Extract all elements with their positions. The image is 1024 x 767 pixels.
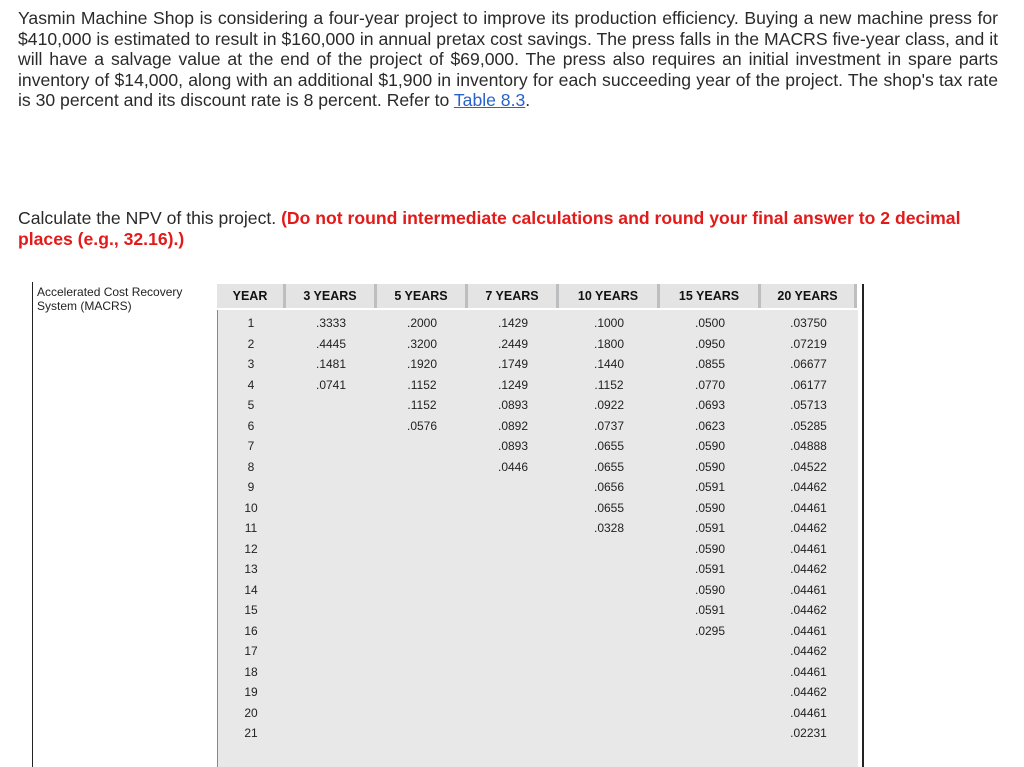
rate-cell	[287, 498, 375, 518]
rate-cell	[378, 457, 466, 477]
rate-cell: .1481	[315, 357, 347, 371]
question-instruction	[18, 208, 998, 250]
rate-cell: .0623	[694, 418, 726, 433]
rate-cell	[469, 723, 557, 743]
macrs-table	[32, 282, 863, 767]
rate-cell: .0446	[497, 459, 529, 474]
rate-cell: .1000	[593, 316, 625, 330]
table-8-3-link[interactable]: Table 8.3	[453, 90, 526, 111]
rate-cell	[560, 682, 658, 702]
rate-cell: .0655	[593, 439, 625, 453]
table-row	[218, 580, 858, 600]
rate-cell	[560, 600, 658, 620]
rate-cell: .05285	[790, 418, 827, 433]
rate-cell	[378, 539, 466, 559]
column-header: 3 YEARS	[286, 284, 374, 308]
rate-cell: .0655	[593, 500, 625, 515]
table-body	[217, 310, 858, 767]
rate-cell: .04888	[790, 439, 827, 453]
rate-cell	[378, 600, 466, 620]
year-cell: 1	[247, 316, 255, 330]
table-row	[218, 641, 858, 661]
rate-cell: .0741	[315, 377, 347, 392]
rate-cell: .04462	[790, 562, 827, 576]
rate-cell	[287, 600, 375, 620]
rate-cell	[378, 703, 466, 723]
column-header: 10 YEARS	[559, 284, 657, 308]
table-row	[218, 539, 858, 559]
rate-cell: .0893	[497, 439, 529, 453]
rate-cell: .0591	[694, 603, 726, 617]
rate-cell: .0590	[694, 582, 726, 597]
year-cell: 21	[244, 726, 258, 740]
rate-cell: .0656	[593, 480, 625, 494]
year-cell: 13	[244, 562, 258, 576]
table-row	[218, 395, 858, 415]
rate-cell: .04461	[790, 582, 827, 597]
rate-cell	[560, 641, 658, 661]
rate-cell	[560, 621, 658, 641]
table-row	[218, 457, 858, 477]
rate-cell: .03750	[790, 316, 827, 330]
rate-cell: .1152	[594, 377, 624, 392]
rate-cell: .1749	[497, 357, 529, 371]
table-row	[218, 334, 858, 354]
rate-cell: .0500	[694, 316, 726, 330]
rate-cell: .0295	[694, 623, 726, 638]
rate-cell	[378, 723, 466, 743]
rate-cell: .04462	[790, 644, 827, 658]
rate-cell: .0693	[694, 398, 726, 412]
column-header: 15 YEARS	[660, 284, 758, 308]
year-cell: 4	[247, 377, 255, 392]
rate-cell: .0950	[694, 336, 726, 351]
column-header: YEAR	[217, 284, 283, 308]
rate-cell	[287, 723, 375, 743]
rate-cell	[287, 457, 375, 477]
rate-cell: .3333	[315, 316, 347, 330]
rate-cell: .0737	[593, 418, 625, 433]
rate-cell	[287, 477, 375, 497]
rate-cell: .1800	[593, 336, 625, 351]
table-row	[218, 313, 858, 333]
rate-cell	[287, 416, 375, 436]
rate-cell: .1920	[406, 357, 438, 371]
rate-cell: .0893	[497, 398, 529, 412]
column-header: 20 YEARS	[761, 284, 854, 308]
year-cell: 9	[247, 480, 255, 494]
rate-cell	[469, 498, 557, 518]
problem-statement	[18, 8, 998, 111]
rate-cell: .04461	[790, 664, 827, 679]
table-row	[218, 703, 858, 723]
rate-cell: .0770	[694, 377, 726, 392]
rate-cell	[378, 662, 466, 682]
year-cell: 10	[244, 500, 258, 515]
year-cell: 20	[244, 705, 258, 720]
rate-cell	[661, 662, 759, 682]
rate-cell	[378, 477, 466, 497]
rate-cell	[661, 682, 759, 702]
rate-cell	[378, 682, 466, 702]
rate-cell	[469, 539, 557, 559]
table-caption: Accelerated Cost Recovery System (MACRS)	[37, 285, 183, 313]
table-row	[218, 498, 858, 518]
rate-cell: .04462	[790, 521, 827, 535]
rounding-note: (Do not round intermediate calculations and round your final answer to 2 decimal places (e.g., 32.16).)	[18, 208, 961, 249]
rate-cell: .04461	[790, 623, 827, 638]
table-header-row	[217, 284, 857, 308]
table-row	[218, 600, 858, 620]
rate-cell: .0590	[694, 541, 726, 556]
rate-cell: .0591	[694, 562, 726, 576]
table-row	[218, 416, 858, 436]
rate-cell: .2449	[497, 336, 529, 351]
rate-cell	[287, 621, 375, 641]
rate-cell: .1429	[497, 316, 529, 330]
rate-cell: .2000	[406, 316, 438, 330]
rate-cell: .07219	[790, 336, 827, 351]
rate-cell: .0591	[694, 480, 726, 494]
table-row	[218, 621, 858, 641]
rate-cell: .1440	[593, 357, 625, 371]
table-row	[218, 354, 858, 374]
rate-cell: .04462	[790, 603, 827, 617]
rate-cell: .0655	[593, 459, 625, 474]
rate-cell	[378, 559, 466, 579]
rate-cell	[560, 662, 658, 682]
instruction-text: Calculate the NPV of this project.	[18, 208, 282, 228]
rate-cell	[469, 580, 557, 600]
year-cell: 12	[244, 541, 258, 556]
rate-cell	[560, 723, 658, 743]
rate-cell: .06677	[790, 357, 827, 371]
rate-cell	[378, 621, 466, 641]
rate-cell	[378, 498, 466, 518]
table-row	[218, 375, 858, 395]
rate-cell: .02231	[790, 726, 827, 740]
rate-cell	[560, 559, 658, 579]
year-cell: 17	[244, 644, 258, 658]
year-cell: 14	[244, 582, 258, 597]
rate-cell	[469, 477, 557, 497]
rate-cell: .1249	[497, 377, 529, 392]
rate-cell	[661, 703, 759, 723]
rate-cell	[287, 539, 375, 559]
rate-cell: .0591	[694, 521, 726, 535]
rate-cell: .04461	[790, 541, 827, 556]
year-cell: 7	[247, 439, 255, 453]
table-row	[218, 723, 858, 743]
rate-cell	[287, 395, 375, 415]
rate-cell	[469, 641, 557, 661]
rate-cell: .0590	[694, 500, 726, 515]
table-row	[218, 682, 858, 702]
rate-cell: .0576	[406, 418, 438, 433]
year-cell: 19	[244, 685, 258, 699]
year-cell: 2	[247, 336, 255, 351]
rate-cell	[287, 580, 375, 600]
table-row	[218, 436, 858, 456]
column-header: 5 YEARS	[377, 284, 465, 308]
table-right-border	[862, 284, 864, 767]
rate-cell	[287, 436, 375, 456]
rate-cell	[469, 559, 557, 579]
year-cell: 5	[247, 398, 255, 412]
rate-cell	[469, 662, 557, 682]
rate-cell	[560, 539, 658, 559]
year-cell: 11	[244, 521, 258, 535]
rate-cell: .1152	[407, 398, 437, 412]
year-cell: 15	[244, 603, 258, 617]
rate-cell: .0328	[593, 521, 625, 535]
rate-cell	[378, 436, 466, 456]
year-cell: 18	[244, 664, 258, 679]
rate-cell: .04461	[790, 705, 827, 720]
year-cell: 3	[247, 357, 255, 371]
rate-cell	[469, 600, 557, 620]
rate-cell: .3200	[406, 336, 438, 351]
rate-cell: .04462	[790, 685, 827, 699]
column-header: 7 YEARS	[468, 284, 556, 308]
year-cell: 6	[247, 418, 255, 433]
rate-cell: .0855	[694, 357, 726, 371]
rate-cell: .0590	[694, 439, 726, 453]
rate-cell: .04462	[790, 480, 827, 494]
problem-text: Yasmin Machine Shop is considering a four-year project to improve its production efficiency. Buying a new machine press for $410,000 is estimated to result in $160,000 in annual pretax cost savings. The press falls in the MACRS five-year class, and it will have a salvage value at the end of the project of $69,000. The press also requires an initial investment in spare parts inventory of $14,000, along with an additional $1,900 in inventory for each succeeding year of the project. The shop's tax rate is 30 percent and its discount rate is 8 percent. Refer to	[18, 8, 998, 111]
year-cell: 16	[244, 623, 258, 638]
rate-cell: .05713	[790, 398, 827, 412]
table-row	[218, 662, 858, 682]
year-cell: 8	[247, 459, 255, 474]
table-row	[218, 518, 858, 538]
rate-cell	[287, 641, 375, 661]
rate-cell	[378, 518, 466, 538]
rate-cell: .1152	[407, 377, 437, 392]
rate-cell: .0922	[593, 398, 625, 412]
rate-cell: .04522	[790, 459, 827, 474]
rate-cell	[287, 703, 375, 723]
rate-cell	[560, 703, 658, 723]
table-row	[218, 559, 858, 579]
rate-cell	[469, 682, 557, 702]
rate-cell	[378, 580, 466, 600]
problem-link-suffix: .	[525, 90, 531, 111]
rate-cell	[469, 703, 557, 723]
rate-cell	[469, 518, 557, 538]
rate-cell	[661, 641, 759, 661]
rate-cell	[661, 723, 759, 743]
rate-cell	[287, 559, 375, 579]
rate-cell: .06177	[790, 377, 827, 392]
rate-cell	[469, 621, 557, 641]
rate-cell: .0892	[497, 418, 529, 433]
rate-cell	[287, 662, 375, 682]
rate-cell	[287, 518, 375, 538]
table-row	[218, 477, 858, 497]
rate-cell	[378, 641, 466, 661]
rate-cell: .04461	[790, 500, 827, 515]
rate-cell: .4445	[315, 336, 347, 351]
rate-cell: .0590	[694, 459, 726, 474]
rate-cell	[560, 580, 658, 600]
rate-cell	[287, 682, 375, 702]
